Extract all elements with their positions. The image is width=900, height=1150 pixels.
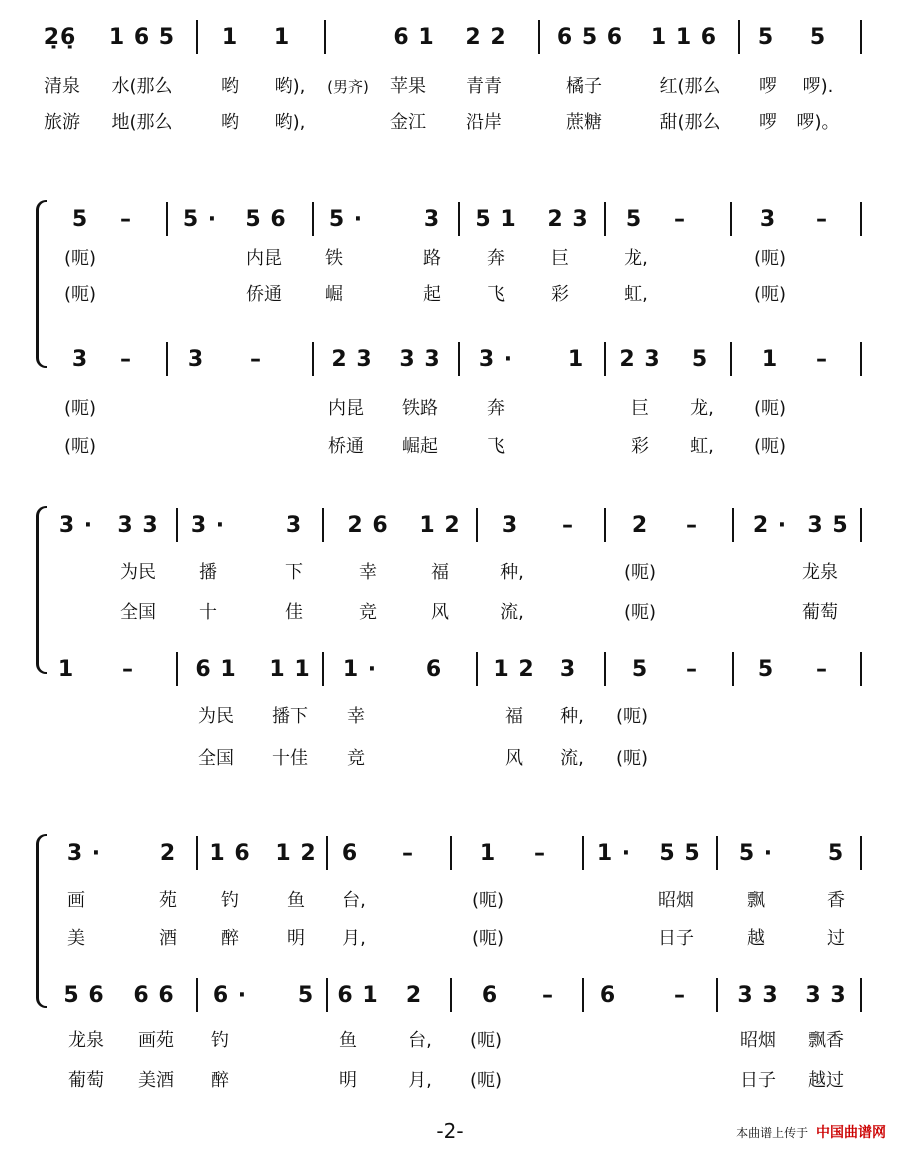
lyric: (呃) [753, 284, 787, 305]
lyric: 内昆 [328, 398, 364, 419]
bar-line [732, 508, 734, 542]
lyric: 钓 [211, 1030, 229, 1051]
bar-line [738, 20, 740, 54]
lyric: 清泉 [44, 76, 80, 97]
lyric: 虹, [690, 436, 714, 457]
note: 5 6 [63, 983, 105, 1008]
note: 3 3 [737, 983, 779, 1008]
lyric-row [0, 558, 900, 588]
note: 5 · [738, 841, 774, 866]
notes-row [0, 200, 900, 240]
lyric-row [0, 886, 900, 916]
lyric: (呃) [469, 1030, 503, 1051]
note: 1 6 [209, 841, 251, 866]
bar-line [450, 836, 452, 870]
lyric: 日子 [658, 928, 694, 949]
bar-line [322, 508, 324, 542]
lyric: 飘香 [808, 1030, 844, 1051]
lyric: 钓 [221, 890, 239, 911]
bar-line [312, 202, 314, 236]
lyric: 昭烟 [658, 890, 694, 911]
lyric-row [0, 1026, 900, 1056]
lyric: 彩 [631, 436, 649, 457]
note: – [674, 983, 686, 1008]
lyric: 哟 [221, 76, 239, 97]
note: 5 · [182, 207, 218, 232]
bar-line [326, 978, 328, 1012]
lyric: 越 [747, 928, 765, 949]
note: 1 · [596, 841, 632, 866]
note: – [816, 657, 828, 682]
bar-line [604, 202, 606, 236]
notes-row [0, 506, 900, 546]
bar-line [860, 978, 862, 1012]
bar-line [582, 836, 584, 870]
note: 1 2 [419, 513, 461, 538]
note: 5 [297, 983, 315, 1008]
lyric: (呃) [63, 284, 97, 305]
lyric-row [0, 702, 900, 732]
note: 6 5 6 [556, 25, 624, 50]
lyric: 明 [339, 1070, 357, 1091]
note: 2̣6̣ [43, 25, 77, 50]
bar-line [176, 652, 178, 686]
note: 5 [827, 841, 845, 866]
lyric: 全国 [120, 602, 156, 623]
lyric: 月, [408, 1070, 432, 1091]
lyric: 啰)。 [796, 112, 840, 133]
note: 3 · [478, 347, 514, 372]
note: 3 · [66, 841, 102, 866]
lyric: 幸 [359, 562, 377, 583]
note: – [562, 513, 574, 538]
note: – [816, 207, 828, 232]
lyric: (呃) [623, 562, 657, 583]
lyric: 台, [342, 890, 366, 911]
note: 1 · [342, 657, 378, 682]
bar-line [604, 508, 606, 542]
lyric: 竞 [359, 602, 377, 623]
lyric: 哟), [274, 112, 306, 133]
bar-line [538, 20, 540, 54]
note: 6 [341, 841, 359, 866]
bar-line [166, 342, 168, 376]
lyric: (呃) [471, 928, 505, 949]
note: 5 [809, 25, 827, 50]
note: 1 2 [275, 841, 317, 866]
note: 1 2 [493, 657, 535, 682]
note: 5 5 [659, 841, 701, 866]
lyric: (男齐) [327, 78, 369, 96]
lyric: 十佳 [272, 748, 308, 769]
lyric: 彩 [551, 284, 569, 305]
lyric: 哟 [221, 112, 239, 133]
lyric: 竞 [347, 748, 365, 769]
bar-line [476, 652, 478, 686]
note: 3 · [58, 513, 94, 538]
lyric: (呃) [753, 248, 787, 269]
lyric: 巨 [551, 248, 569, 269]
bar-line [458, 202, 460, 236]
lyric: 蔗糖 [566, 112, 602, 133]
lyric-row [0, 244, 900, 274]
lyric: 水(那么 [111, 76, 173, 97]
lyric: 日子 [740, 1070, 776, 1091]
lyric: 播下 [272, 706, 308, 727]
note: 2 2 [465, 25, 507, 50]
bar-line [860, 342, 862, 376]
bar-line [312, 342, 314, 376]
lyric: 醉 [211, 1070, 229, 1091]
credit-site-logo[interactable]: 中国曲谱网 [816, 1125, 886, 1141]
lyric: 崛起 [402, 436, 438, 457]
lyric-row [0, 72, 900, 102]
note: 6 [481, 983, 499, 1008]
bar-line [166, 202, 168, 236]
note: 5 6 [245, 207, 287, 232]
bar-line [860, 652, 862, 686]
lyric: 佳 [285, 602, 303, 623]
lyric: 福 [431, 562, 449, 583]
note: – [250, 347, 262, 372]
bar-line [860, 508, 862, 542]
lyric: 龙, [690, 398, 714, 419]
note: 3 3 [399, 347, 441, 372]
notes-row [0, 18, 900, 58]
lyric: 台, [408, 1030, 432, 1051]
notes-row [0, 340, 900, 380]
lyric: 桥通 [328, 436, 364, 457]
lyric: 美酒 [138, 1070, 174, 1091]
bar-line [322, 652, 324, 686]
lyric: 奔 [487, 398, 505, 419]
note: 1 1 6 [650, 25, 718, 50]
lyric: 香 [827, 890, 845, 911]
bar-line [730, 342, 732, 376]
lyric: 铁路 [402, 398, 438, 419]
note: 1 6 5 [108, 25, 176, 50]
note: 3 [285, 513, 303, 538]
lyric: (呃) [623, 602, 657, 623]
note: 1 [479, 841, 497, 866]
credit-line [736, 1124, 886, 1142]
note: 5 [691, 347, 709, 372]
lyric-row [0, 432, 900, 462]
lyric: 侨通 [246, 284, 282, 305]
note: 5 [757, 657, 775, 682]
lyric: 崛 [325, 284, 343, 305]
lyric: 明 [287, 928, 305, 949]
lyric: 葡萄 [68, 1070, 104, 1091]
note: 1 [761, 347, 779, 372]
bar-line [450, 978, 452, 1012]
notes-row [0, 976, 900, 1016]
bar-line [604, 652, 606, 686]
note: – [120, 207, 132, 232]
lyric: (呃) [63, 398, 97, 419]
note: 6 1 [195, 657, 237, 682]
note: 3 3 [117, 513, 159, 538]
lyric: 幸 [347, 706, 365, 727]
page-number: -2- [436, 1119, 464, 1143]
notes-row [0, 834, 900, 874]
lyric: 奔 [487, 248, 505, 269]
note: 5 [631, 657, 649, 682]
lyric: 种, [500, 562, 524, 583]
bar-line [326, 836, 328, 870]
lyric: 苹果 [390, 76, 426, 97]
note: 3 [501, 513, 519, 538]
lyric: 播 [199, 562, 217, 583]
lyric: 飞 [487, 436, 505, 457]
note: 5 · [328, 207, 364, 232]
lyric: 为民 [120, 562, 156, 583]
lyric: (呃) [63, 436, 97, 457]
lyric: 流, [500, 602, 524, 623]
lyric: 苑 [159, 890, 177, 911]
lyric: 甜(那么 [659, 112, 721, 133]
note: 1 [221, 25, 239, 50]
bar-line [176, 508, 178, 542]
lyric: 全国 [198, 748, 234, 769]
bar-line [324, 20, 326, 54]
note: – [402, 841, 414, 866]
note: 2 3 [547, 207, 589, 232]
lyric: 哟), [274, 76, 306, 97]
lyric: 啰 [759, 112, 777, 133]
note: 3 [759, 207, 777, 232]
lyric: 地(那么 [111, 112, 173, 133]
note: 1 [273, 25, 291, 50]
lyric-row [0, 598, 900, 628]
bar-line [730, 202, 732, 236]
lyric: 青青 [466, 76, 502, 97]
lyric: 起 [423, 284, 441, 305]
lyric: 啰). [802, 76, 834, 97]
note: 3 [559, 657, 577, 682]
lyric: (呃) [469, 1070, 503, 1091]
note: 3 3 [805, 983, 847, 1008]
note: – [542, 983, 554, 1008]
note: 6 [599, 983, 617, 1008]
credit-text: 本曲谱上传于 [736, 1126, 809, 1140]
lyric: 葡萄 [802, 602, 838, 623]
bar-line [582, 978, 584, 1012]
note: 5 [625, 207, 643, 232]
note: 6 1 [393, 25, 435, 50]
note: – [120, 347, 132, 372]
note: 5 1 [475, 207, 517, 232]
lyric-row [0, 394, 900, 424]
lyric: 路 [423, 248, 441, 269]
lyric: (呃) [63, 248, 97, 269]
note: – [816, 347, 828, 372]
lyric: (呃) [753, 398, 787, 419]
bar-line [604, 342, 606, 376]
bar-line [196, 20, 198, 54]
lyric: 画苑 [138, 1030, 174, 1051]
lyric: 金江 [390, 112, 426, 133]
note: – [534, 841, 546, 866]
lyric-row [0, 744, 900, 774]
bar-line [196, 836, 198, 870]
lyric: 画 [67, 890, 85, 911]
lyric: 种, [560, 706, 584, 727]
note: – [686, 657, 698, 682]
lyric: 旅游 [44, 112, 80, 133]
lyric: 风 [505, 748, 523, 769]
lyric-row [0, 280, 900, 310]
lyric: (呃) [615, 748, 649, 769]
note: 2 [631, 513, 649, 538]
note: 2 3 [331, 347, 373, 372]
bar-line [716, 978, 718, 1012]
bar-line [458, 342, 460, 376]
lyric: 十 [199, 602, 217, 623]
lyric: (呃) [471, 890, 505, 911]
note: 2 [405, 983, 423, 1008]
bar-line [732, 652, 734, 686]
note: 3 [187, 347, 205, 372]
bar-line [716, 836, 718, 870]
lyric: 龙泉 [68, 1030, 104, 1051]
lyric: 龙泉 [802, 562, 838, 583]
lyric: 飘 [747, 890, 765, 911]
lyric: 流, [560, 748, 584, 769]
lyric: 鱼 [339, 1030, 357, 1051]
lyric: 下 [285, 562, 303, 583]
lyric: 过 [827, 928, 845, 949]
note: 1 [57, 657, 75, 682]
lyric: 醉 [221, 928, 239, 949]
lyric-row [0, 1066, 900, 1096]
lyric: 酒 [159, 928, 177, 949]
lyric: 福 [505, 706, 523, 727]
note: 2 · [752, 513, 788, 538]
note: – [674, 207, 686, 232]
notes-row [0, 650, 900, 690]
bar-line [196, 978, 198, 1012]
note: 1 1 [269, 657, 311, 682]
lyric: 啰 [759, 76, 777, 97]
lyric: (呃) [753, 436, 787, 457]
note: 3 [71, 347, 89, 372]
note: 6 1 [337, 983, 379, 1008]
note: – [686, 513, 698, 538]
lyric: 昭烟 [740, 1030, 776, 1051]
bar-line [860, 20, 862, 54]
lyric-row [0, 924, 900, 954]
note: 1 [567, 347, 585, 372]
lyric: 虹, [624, 284, 648, 305]
note: 6 · [212, 983, 248, 1008]
note: – [122, 657, 134, 682]
note: 5 [71, 207, 89, 232]
lyric: 龙, [624, 248, 648, 269]
lyric: 橘子 [566, 76, 602, 97]
lyric: 巨 [631, 398, 649, 419]
lyric: (呃) [615, 706, 649, 727]
note: 6 [425, 657, 443, 682]
lyric: 越过 [808, 1070, 844, 1091]
note: 3 5 [807, 513, 849, 538]
bar-line [860, 836, 862, 870]
lyric: 鱼 [287, 890, 305, 911]
lyric: 沿岸 [466, 112, 502, 133]
note: 2 6 [347, 513, 389, 538]
lyric: 风 [431, 602, 449, 623]
note: 2 3 [619, 347, 661, 372]
bar-line [860, 202, 862, 236]
lyric: 月, [342, 928, 366, 949]
note: 2 [159, 841, 177, 866]
lyric-row [0, 108, 900, 138]
bar-line [476, 508, 478, 542]
note: 6 6 [133, 983, 175, 1008]
lyric: 内昆 [246, 248, 282, 269]
lyric: 红(那么 [659, 76, 721, 97]
lyric: 铁 [325, 248, 343, 269]
lyric: 美 [67, 928, 85, 949]
lyric: 为民 [198, 706, 234, 727]
lyric: 飞 [487, 284, 505, 305]
note: 5 [757, 25, 775, 50]
note: 3 [423, 207, 441, 232]
note: 3 · [190, 513, 226, 538]
